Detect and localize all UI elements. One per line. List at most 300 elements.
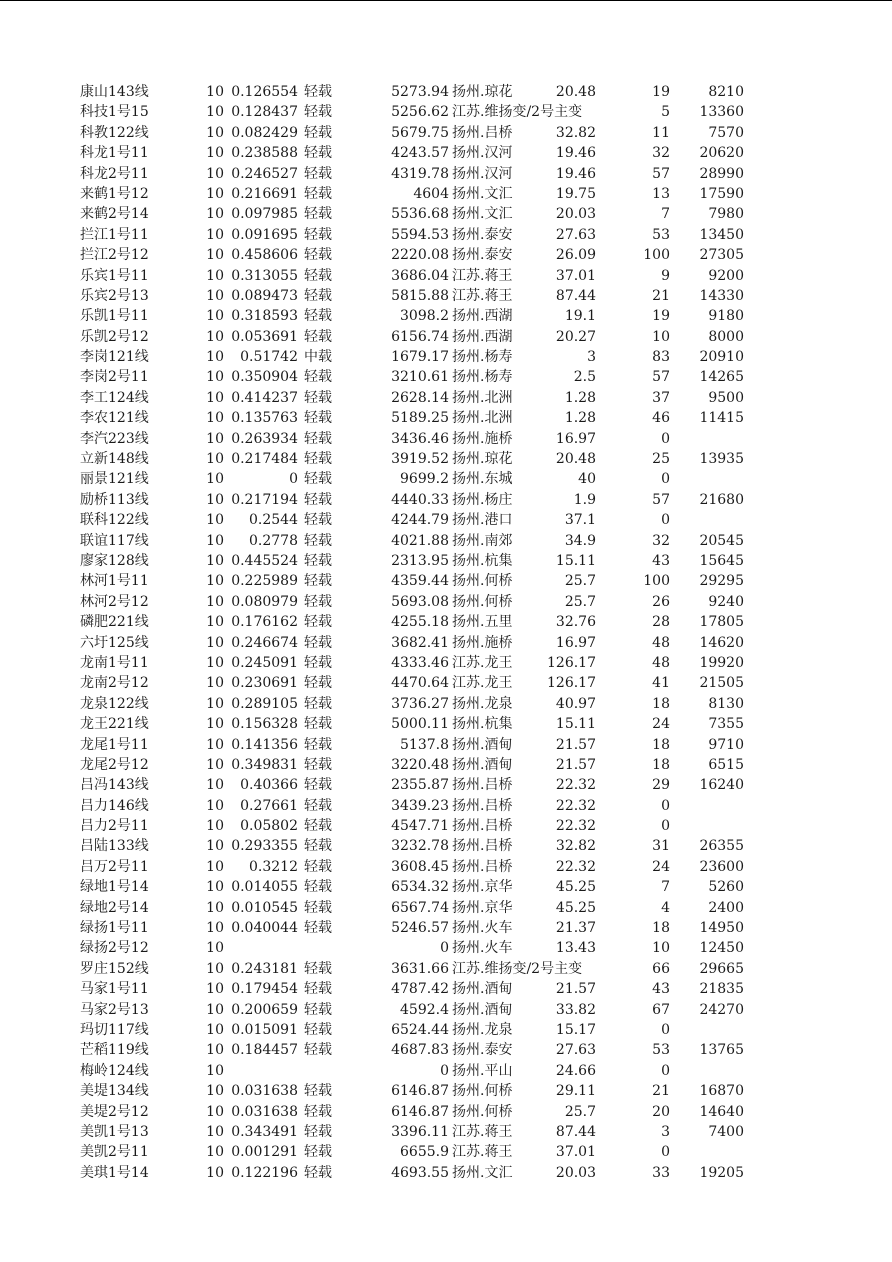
table-row <box>0 918 892 938</box>
cell-voltage: 10 <box>206 104 224 121</box>
cell-capacity: 14265 <box>699 369 744 386</box>
cell-load-rate: 0.126554 <box>231 84 298 100</box>
cell-load-status: 轻载 <box>304 1103 332 1120</box>
cell-distance: 26.09 <box>555 247 596 264</box>
cell-distance: 15.11 <box>555 716 596 733</box>
table-row <box>0 408 892 428</box>
cell-count: 10 <box>652 328 670 345</box>
cell-voltage: 10 <box>206 410 224 427</box>
cell-distance: 19.46 <box>555 165 596 182</box>
cell-line-name: 吕力146线 <box>80 797 149 814</box>
cell-capacity: 8000 <box>708 328 744 345</box>
cell-capacity: 17590 <box>699 185 744 202</box>
cell-count: 0 <box>661 1062 670 1079</box>
cell-voltage: 10 <box>206 287 224 304</box>
cell-voltage: 10 <box>206 206 224 223</box>
table-row <box>0 612 892 632</box>
cell-capacity: 9240 <box>708 593 744 610</box>
table-row <box>0 184 892 204</box>
cell-voltage: 10 <box>206 756 224 773</box>
cell-distance: 16.97 <box>555 634 596 651</box>
cell-voltage: 10 <box>206 695 224 712</box>
cell-distance: 126.17 <box>547 654 596 671</box>
cell-load-rate: 0.246674 <box>231 634 298 651</box>
cell-count: 28 <box>652 614 670 631</box>
cell-value: 4470.64 <box>391 675 449 692</box>
table-row <box>0 898 892 918</box>
table-row <box>0 653 892 673</box>
cell-distance: 126.17 <box>547 675 596 692</box>
cell-count: 25 <box>652 451 670 468</box>
cell-count: 66 <box>652 960 670 977</box>
cell-value: 2220.08 <box>391 247 449 264</box>
cell-load-status: 轻载 <box>304 777 332 794</box>
cell-distance: 2.5 <box>573 369 596 386</box>
cell-value: 2628.14 <box>391 389 449 406</box>
cell-capacity: 13360 <box>699 104 744 121</box>
cell-load-rate: 0.014055 <box>231 879 298 896</box>
cell-value: 4244.79 <box>391 512 449 529</box>
cell-line-name: 林河1号11 <box>80 573 149 590</box>
table-row <box>0 306 892 326</box>
cell-value: 3736.27 <box>391 695 449 712</box>
cell-substation: 江苏.蒋王 <box>452 287 513 304</box>
table-row <box>0 959 892 979</box>
table-row <box>0 694 892 714</box>
cell-line-name: 绿扬2号12 <box>80 940 149 957</box>
table-row <box>0 266 892 286</box>
cell-voltage: 10 <box>206 512 224 529</box>
cell-distance: 20.48 <box>555 451 596 468</box>
cell-value: 3220.48 <box>391 756 449 773</box>
cell-voltage: 10 <box>206 1123 224 1140</box>
cell-count: 57 <box>652 491 670 508</box>
cell-line-name: 联科122线 <box>80 512 149 529</box>
table-row <box>0 123 892 143</box>
cell-capacity: 5260 <box>708 879 744 896</box>
table-row <box>0 755 892 775</box>
cell-distance: 25.7 <box>564 573 596 590</box>
table-row <box>0 857 892 877</box>
cell-line-name: 马家2号13 <box>80 1001 149 1018</box>
cell-distance: 16.97 <box>555 430 596 447</box>
cell-load-status: 轻载 <box>304 104 332 121</box>
cell-distance: 21.57 <box>555 981 596 998</box>
cell-line-name: 龙尾2号12 <box>80 756 149 773</box>
cell-count: 53 <box>652 1042 670 1059</box>
cell-load-rate: 0 <box>289 471 298 488</box>
cell-distance: 25.7 <box>564 593 596 610</box>
cell-count: 32 <box>652 532 670 549</box>
cell-capacity: 6515 <box>708 756 744 773</box>
cell-capacity: 8130 <box>708 695 744 712</box>
table-row <box>0 510 892 530</box>
cell-value: 6524.44 <box>391 1021 449 1038</box>
cell-load-status: 轻载 <box>304 451 332 468</box>
cell-substation: 扬州.杨寿 <box>452 369 513 386</box>
table-row <box>0 571 892 591</box>
cell-load-status: 轻载 <box>304 981 332 998</box>
cell-load-rate: 0.217484 <box>231 451 298 468</box>
cell-capacity: 15645 <box>699 552 744 569</box>
cell-load-rate: 0.089473 <box>231 287 298 304</box>
table-row <box>0 714 892 734</box>
cell-line-name: 磷肥221线 <box>80 614 149 631</box>
cell-load-rate: 0.128437 <box>231 104 298 121</box>
cell-voltage: 10 <box>206 471 224 488</box>
cell-value: 5000.11 <box>391 716 449 733</box>
cell-count: 48 <box>652 634 670 651</box>
cell-substation: 扬州.酒甸 <box>452 1001 513 1018</box>
cell-count: 37 <box>652 389 670 406</box>
cell-substation: 扬州.京华 <box>452 879 513 896</box>
cell-distance: 20.03 <box>555 1164 596 1181</box>
cell-count: 19 <box>652 308 670 325</box>
cell-count: 100 <box>643 247 670 264</box>
cell-load-rate: 0.2544 <box>249 512 298 529</box>
cell-load-status: 轻载 <box>304 838 332 855</box>
table-row <box>0 551 892 571</box>
cell-value: 5815.88 <box>391 287 449 304</box>
cell-load-status: 轻载 <box>304 818 332 835</box>
table-row <box>0 816 892 836</box>
cell-load-rate: 0.238588 <box>231 145 298 162</box>
cell-value: 1679.17 <box>391 349 449 366</box>
cell-count: 29 <box>652 777 670 794</box>
table-row <box>0 633 892 653</box>
cell-substation: 扬州.泰安 <box>452 247 513 264</box>
cell-line-name: 乐凯1号11 <box>80 308 149 325</box>
cell-voltage: 10 <box>206 1164 224 1181</box>
cell-load-rate: 0.225989 <box>231 573 298 590</box>
cell-line-name: 乐宾1号11 <box>80 267 149 284</box>
table-row <box>0 245 892 265</box>
cell-count: 0 <box>661 1021 670 1038</box>
cell-load-status: 中载 <box>304 349 332 366</box>
cell-distance: 22.32 <box>555 777 596 794</box>
table-row <box>0 1061 892 1081</box>
cell-voltage: 10 <box>206 1021 224 1038</box>
cell-load-rate: 0.343491 <box>231 1123 298 1140</box>
cell-value: 4592.4 <box>400 1001 449 1018</box>
cell-substation: 扬州.汉河 <box>452 145 513 162</box>
cell-load-rate: 0.200659 <box>231 1001 298 1018</box>
cell-value: 5536.68 <box>391 206 449 223</box>
cell-load-rate: 0.313055 <box>231 267 298 284</box>
cell-load-rate: 0.246527 <box>231 165 298 182</box>
cell-value: 3631.66 <box>391 960 449 977</box>
cell-line-name: 美凯1号13 <box>80 1123 149 1140</box>
cell-distance: 25.7 <box>564 1103 596 1120</box>
cell-line-name: 科龙2号11 <box>80 165 149 182</box>
table-row <box>0 1102 892 1122</box>
cell-line-name: 科教122线 <box>80 124 149 141</box>
cell-value: 2313.95 <box>391 552 449 569</box>
cell-capacity: 19205 <box>699 1164 744 1181</box>
cell-line-name: 李工124线 <box>80 389 149 406</box>
cell-load-rate: 0.349831 <box>231 756 298 773</box>
cell-value: 5679.75 <box>391 124 449 141</box>
cell-capacity: 13935 <box>699 451 744 468</box>
cell-value: 3682.41 <box>391 634 449 651</box>
cell-voltage: 10 <box>206 960 224 977</box>
cell-substation: 扬州.杨庄 <box>452 491 513 508</box>
cell-distance: 21.57 <box>555 756 596 773</box>
cell-count: 21 <box>652 1083 670 1100</box>
cell-distance: 32.82 <box>555 838 596 855</box>
cell-line-name: 吕万2号11 <box>80 858 149 875</box>
cell-distance: 29.11 <box>555 1083 596 1100</box>
table-row <box>0 979 892 999</box>
cell-substation: 扬州.北洲 <box>452 389 513 406</box>
cell-value: 4604 <box>413 185 449 202</box>
cell-voltage: 10 <box>206 654 224 671</box>
cell-value: 2355.87 <box>391 777 449 794</box>
cell-capacity: 14330 <box>699 287 744 304</box>
cell-substation: 扬州.火车 <box>452 920 513 937</box>
cell-count: 24 <box>652 716 670 733</box>
cell-voltage: 10 <box>206 634 224 651</box>
cell-substation: 扬州.京华 <box>452 899 513 916</box>
cell-distance: 87.44 <box>555 287 596 304</box>
table-row <box>0 286 892 306</box>
cell-count: 20 <box>652 1103 670 1120</box>
cell-substation: 扬州.龙泉 <box>452 695 513 712</box>
cell-distance: 37.1 <box>564 512 596 529</box>
cell-load-status: 轻载 <box>304 247 332 264</box>
cell-load-rate: 0.458606 <box>231 247 298 264</box>
cell-load-status: 轻载 <box>304 716 332 733</box>
table-row <box>0 1142 892 1162</box>
cell-load-status: 轻载 <box>304 471 332 488</box>
cell-value: 6146.87 <box>391 1083 449 1100</box>
cell-voltage: 10 <box>206 981 224 998</box>
cell-substation: 扬州.杭集 <box>452 716 513 733</box>
cell-distance: 32.76 <box>555 614 596 631</box>
cell-line-name: 绿地2号14 <box>80 899 149 916</box>
cell-load-rate: 0.243181 <box>231 960 298 977</box>
cell-count: 0 <box>661 818 670 835</box>
cell-load-rate: 0.217194 <box>231 491 298 508</box>
cell-capacity: 11415 <box>699 410 744 427</box>
table-row <box>0 1000 892 1020</box>
cell-substation: 扬州.杨寿 <box>452 349 513 366</box>
cell-count: 13 <box>652 185 670 202</box>
cell-voltage: 10 <box>206 532 224 549</box>
cell-count: 32 <box>652 145 670 162</box>
cell-substation: 江苏.龙王 <box>452 675 513 692</box>
cell-line-name: 乐宾2号13 <box>80 287 149 304</box>
cell-capacity: 9200 <box>708 267 744 284</box>
cell-voltage: 10 <box>206 308 224 325</box>
cell-value: 6567.74 <box>391 899 449 916</box>
cell-line-name: 拦江1号11 <box>80 226 149 243</box>
cell-load-status: 轻载 <box>304 756 332 773</box>
cell-load-status: 轻载 <box>304 695 332 712</box>
cell-value: 6534.32 <box>391 879 449 896</box>
cell-line-name: 廖家128线 <box>80 552 149 569</box>
cell-voltage: 10 <box>206 349 224 366</box>
cell-voltage: 10 <box>206 1001 224 1018</box>
cell-count: 26 <box>652 593 670 610</box>
cell-value: 4547.71 <box>391 818 449 835</box>
cell-value: 5693.08 <box>391 593 449 610</box>
table-row <box>0 204 892 224</box>
cell-load-status: 轻载 <box>304 165 332 182</box>
cell-line-name: 马家1号11 <box>80 981 149 998</box>
cell-line-name: 龙泉122线 <box>80 695 149 712</box>
cell-load-status: 轻载 <box>304 858 332 875</box>
cell-value: 3919.52 <box>391 451 449 468</box>
cell-distance: 37.01 <box>555 267 596 284</box>
cell-line-name: 绿扬1号11 <box>80 920 149 937</box>
cell-distance: 22.32 <box>555 818 596 835</box>
cell-load-rate: 0.318593 <box>231 308 298 325</box>
cell-voltage: 10 <box>206 145 224 162</box>
cell-value: 5256.62 <box>391 104 449 121</box>
cell-load-rate: 0.122196 <box>231 1164 298 1181</box>
cell-voltage: 10 <box>206 491 224 508</box>
cell-count: 0 <box>661 512 670 529</box>
cell-load-rate: 0.141356 <box>231 736 298 753</box>
cell-capacity: 28990 <box>699 165 744 182</box>
cell-load-rate: 0.097985 <box>231 206 298 223</box>
cell-load-rate: 0.184457 <box>231 1042 298 1059</box>
cell-count: 0 <box>661 797 670 814</box>
cell-voltage: 10 <box>206 675 224 692</box>
cell-substation: 扬州.五里 <box>452 614 513 631</box>
cell-load-rate: 0.082429 <box>231 124 298 141</box>
cell-voltage: 10 <box>206 226 224 243</box>
cell-load-rate: 0.350904 <box>231 369 298 386</box>
cell-count: 43 <box>652 552 670 569</box>
cell-voltage: 10 <box>206 1144 224 1161</box>
cell-line-name: 来鹤1号12 <box>80 185 149 202</box>
cell-count: 18 <box>652 920 670 937</box>
cell-distance: 15.11 <box>555 552 596 569</box>
cell-capacity: 14620 <box>699 634 744 651</box>
cell-load-rate: 0.053691 <box>231 328 298 345</box>
cell-substation: 扬州.酒甸 <box>452 736 513 753</box>
cell-substation: 江苏.蒋王 <box>452 1123 513 1140</box>
cell-load-rate: 0.216691 <box>231 185 298 202</box>
cell-distance: 1.28 <box>564 410 596 427</box>
cell-line-name: 龙南2号12 <box>80 675 149 692</box>
cell-substation: 扬州.泰安 <box>452 226 513 243</box>
cell-voltage: 10 <box>206 818 224 835</box>
cell-substation: 扬州.酒甸 <box>452 756 513 773</box>
cell-distance: 27.63 <box>555 1042 596 1059</box>
cell-voltage: 10 <box>206 247 224 264</box>
cell-voltage: 10 <box>206 185 224 202</box>
cell-line-name: 绿地1号14 <box>80 879 149 896</box>
cell-load-status: 轻载 <box>304 185 332 202</box>
cell-line-name: 梅岭124线 <box>80 1062 149 1079</box>
cell-line-name: 拦江2号12 <box>80 247 149 264</box>
cell-capacity: 9180 <box>708 308 744 325</box>
cell-load-status: 轻载 <box>304 206 332 223</box>
cell-load-rate: 0.176162 <box>231 614 298 631</box>
cell-value: 4255.18 <box>391 614 449 631</box>
table-row <box>0 775 892 795</box>
cell-load-status: 轻载 <box>304 879 332 896</box>
cell-line-name: 李岗2号11 <box>80 369 149 386</box>
cell-load-status: 轻载 <box>304 124 332 141</box>
cell-load-status: 轻载 <box>304 512 332 529</box>
cell-voltage: 10 <box>206 777 224 794</box>
cell-substation: 扬州.文汇 <box>452 206 513 223</box>
table-row <box>0 143 892 163</box>
cell-voltage: 10 <box>206 573 224 590</box>
cell-substation: 扬州.施桥 <box>452 634 513 651</box>
cell-voltage: 10 <box>206 84 224 100</box>
cell-line-name: 美琪1号14 <box>80 1164 149 1181</box>
cell-load-status: 轻载 <box>304 920 332 937</box>
cell-substation: 扬州.吕桥 <box>452 858 513 875</box>
cell-load-status: 轻载 <box>304 491 332 508</box>
cell-substation: 扬州.东城 <box>452 471 513 488</box>
cell-count: 41 <box>652 675 670 692</box>
cell-capacity: 29295 <box>699 573 744 590</box>
cell-load-rate: 0.031638 <box>231 1083 298 1100</box>
cell-count: 7 <box>661 879 670 896</box>
cell-line-name: 美堤134线 <box>80 1083 149 1100</box>
cell-line-name: 乐凯2号12 <box>80 328 149 345</box>
cell-count: 0 <box>661 1144 670 1161</box>
cell-line-name: 吕陆133线 <box>80 838 149 855</box>
cell-load-status: 轻载 <box>304 532 332 549</box>
cell-count: 24 <box>652 858 670 875</box>
cell-value: 3098.2 <box>400 308 449 325</box>
cell-count: 18 <box>652 695 670 712</box>
cell-substation: 扬州.文汇 <box>452 185 513 202</box>
cell-capacity: 8210 <box>708 84 744 100</box>
cell-value: 9699.2 <box>400 471 449 488</box>
cell-voltage: 10 <box>206 736 224 753</box>
cell-substation: 扬州.平山 <box>452 1062 513 1079</box>
table-row <box>0 836 892 856</box>
cell-capacity: 9710 <box>708 736 744 753</box>
cell-voltage: 10 <box>206 593 224 610</box>
cell-voltage: 10 <box>206 451 224 468</box>
cell-capacity: 16870 <box>699 1083 744 1100</box>
table-row <box>0 102 892 122</box>
cell-line-name: 李岗121线 <box>80 349 149 366</box>
cell-line-name: 芒稻119线 <box>80 1042 149 1059</box>
cell-distance: 45.25 <box>555 879 596 896</box>
cell-voltage: 10 <box>206 1083 224 1100</box>
cell-line-name: 龙王221线 <box>80 716 149 733</box>
cell-load-rate: 0.05802 <box>240 818 298 835</box>
cell-value: 3439.23 <box>391 797 449 814</box>
cell-value: 3608.45 <box>391 858 449 875</box>
cell-value: 3232.78 <box>391 838 449 855</box>
cell-count: 46 <box>652 410 670 427</box>
cell-capacity: 24270 <box>699 1001 744 1018</box>
cell-load-rate: 0.135763 <box>231 410 298 427</box>
cell-capacity: 19920 <box>699 654 744 671</box>
cell-substation: 江苏.蒋王 <box>452 267 513 284</box>
cell-distance: 20.48 <box>555 84 596 100</box>
cell-count: 0 <box>661 471 670 488</box>
table-row <box>0 388 892 408</box>
cell-voltage: 10 <box>206 165 224 182</box>
cell-line-name: 李汽223线 <box>80 430 149 447</box>
cell-capacity: 13765 <box>699 1042 744 1059</box>
cell-distance: 40 <box>578 471 596 488</box>
cell-distance: 34.9 <box>564 532 596 549</box>
cell-load-rate: 0.179454 <box>231 981 298 998</box>
